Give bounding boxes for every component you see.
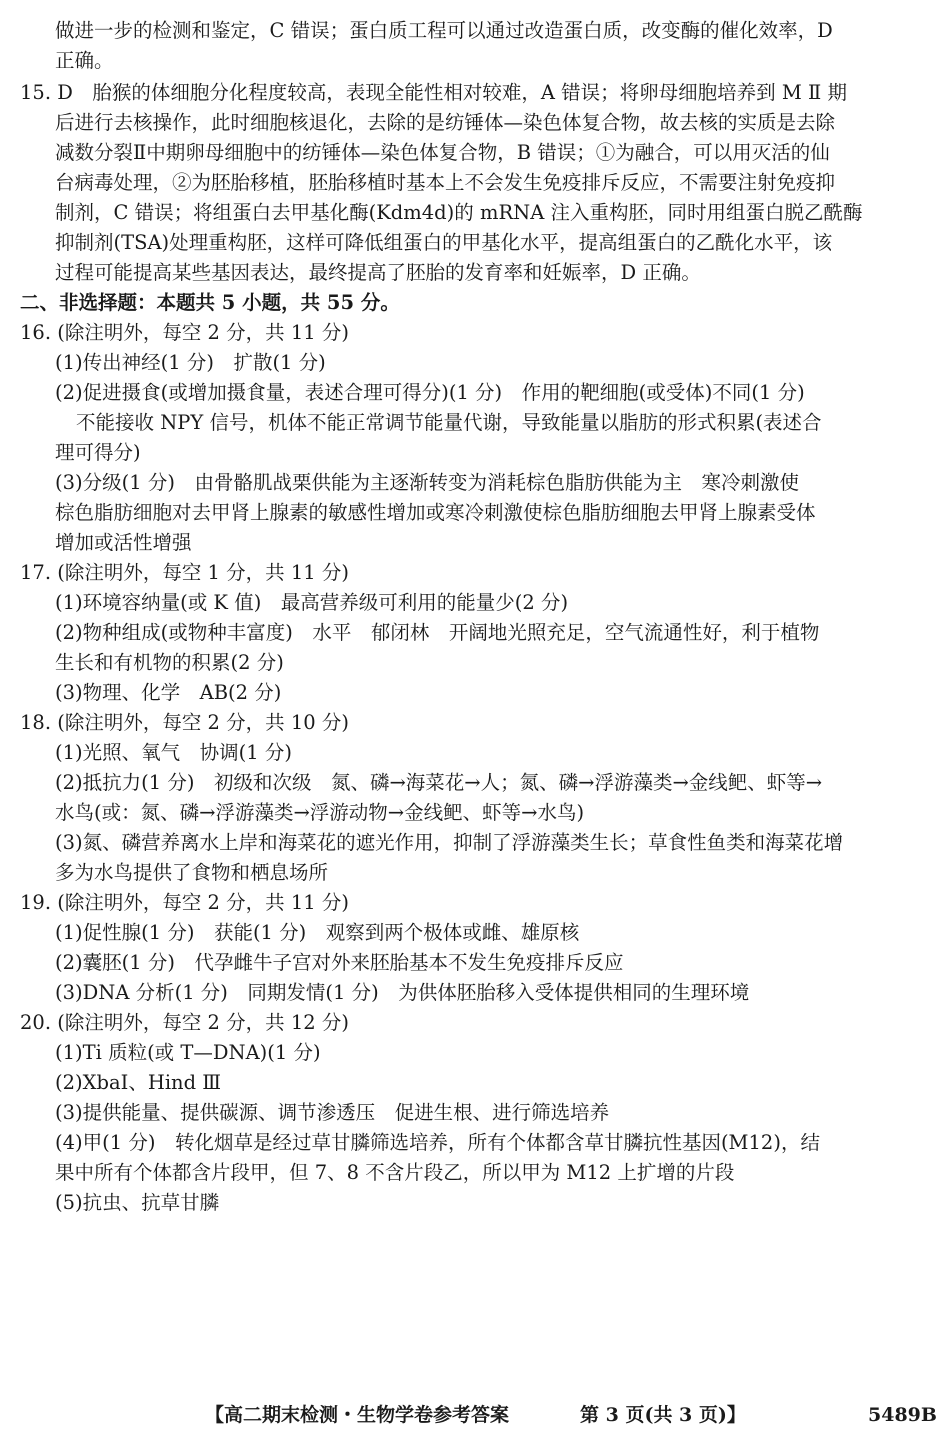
text-line: (3)DNA 分析(1 分) 同期发情(1 分) 为供体胚胎移入受体提供相同的生理环境 [55,981,750,1004]
footer-code: 5489B [868,1404,937,1426]
text-line: (3)提供能量、提供碳源、调节渗透压 促进生根、进行筛选培养 [55,1101,610,1124]
question-19-heading: 19. (除注明外，每空 2 分，共 11 分) [20,891,349,914]
question-15-heading: 15. D 胎猴的体细胞分化程度较高，表现全能性相对较难，A 错误；将卵母细胞培养到 M Ⅱ 期 [20,81,847,104]
text-line: (1)促性腺(1 分) 获能(1 分) 观察到两个极体或雌、雄原核 [55,921,580,944]
text-line: 台病毒处理，②为胚胎移植，胚胎移植时基本上不会发生免疫排斥反应，不需要注射免疫抑 [55,171,836,194]
text-line: 减数分裂Ⅱ中期卵母细胞中的纺锤体—染色体复合物，B 错误；①为融合，可以用灭活的仙 [55,141,830,164]
text-line: (1)传出神经(1 分) 扩散(1 分) [55,351,326,374]
text-line: 棕色脂肪细胞对去甲肾上腺素的敏感性增加或寒冷刺激使棕色脂肪细胞去甲肾上腺素受体 [55,501,816,524]
text-line: 多为水鸟提供了食物和栖息场所 [55,861,329,884]
text-line: 生长和有机物的积累(2 分) [55,651,284,674]
question-16-heading: 16. (除注明外，每空 2 分，共 11 分) [20,321,349,344]
text-line: (3)分级(1 分) 由骨骼肌战栗供能为主逐渐转变为消耗棕色脂肪供能为主 寒冷刺激使 [55,471,799,494]
text-line: (2)囊胚(1 分) 代孕雌牛子宫对外来胚胎基本不发生免疫排斥反应 [55,951,624,974]
text-line: (5)抗虫、抗草甘膦 [55,1191,220,1214]
text-line: (3)物理、化学 AB(2 分) [55,681,282,704]
text-line: (2)XbaⅠ、Hind Ⅲ [55,1071,222,1094]
text-line: 增加或活性增强 [55,531,192,554]
text-line: (2)抵抗力(1 分) 初级和次级 氮、磷→海菜花→人；氮、磷→浮游藻类→金线鲃、虾等→ [55,771,823,794]
text-line: 抑制剂(TSA)处理重构胚，这样可降低组蛋白的甲基化水平，提高组蛋白的乙酰化水平，该 [55,231,833,254]
text-line: 不能接收 NPY 信号，机体不能正常调节能量代谢，导致能量以脂肪的形式积累(表述合 [76,411,822,434]
question-18-heading: 18. (除注明外，每空 2 分，共 10 分) [20,711,349,734]
text-line: 理可得分) [55,441,141,464]
text-line: 过程可能提高某些基因表达，最终提高了胚胎的发育率和妊娠率，D 正确。 [55,261,701,284]
text-line: 果中所有个体都含片段甲，但 7、8 不含片段乙，所以甲为 M12 上扩增的片段 [55,1161,735,1184]
text-line: (3)氮、磷营养离水上岸和海菜花的遮光作用，抑制了浮游藻类生长；草食性鱼类和海菜花增 [55,831,844,854]
text-line: 正确。 [55,49,114,72]
section-heading: 二、非选择题：本题共 5 小题，共 55 分。 [20,291,400,314]
text-line: 制剂，C 错误；将组蛋白去甲基化酶(Kdm4d)的 mRNA 注入重构胚，同时用组蛋白脱乙酰酶 [55,201,863,224]
text-line: (1)环境容纳量(或 K 值) 最高营养级可利用的能量少(2 分) [55,591,569,614]
text-line: 做进一步的检测和鉴定，C 错误；蛋白质工程可以通过改造蛋白质，改变酶的催化效率，D [55,19,833,42]
text-line: (1)Ti 质粒(或 T—DNA)(1 分) [55,1041,321,1064]
text-line: (1)光照、氧气 协调(1 分) [55,741,292,764]
question-20-heading: 20. (除注明外，每空 2 分，共 12 分) [20,1011,349,1034]
text-line: (2)促进摄食(或增加摄食量，表述合理可得分)(1 分) 作用的靶细胞(或受体)不同(1 分) [55,381,805,404]
question-17-heading: 17. (除注明外，每空 1 分，共 11 分) [20,561,349,584]
text-line: (4)甲(1 分) 转化烟草是经过草甘膦筛选培养，所有个体都含草甘膦抗性基因(M12)，结 [55,1131,820,1154]
text-line: 后进行去核操作，此时细胞核退化，去除的是纺锤体—染色体复合物，故去核的实质是去除 [55,111,836,134]
footer-page-number: 第 3 页(共 3 页)】 [580,1404,746,1426]
text-line: (2)物种组成(或物种丰富度) 水平 郁闭林 开阔地光照充足，空气流通性好，利于植物 [55,621,820,644]
footer-title: 【高二期末检测・生物学卷参考答案 [205,1404,510,1426]
text-line: 水鸟(或：氮、磷→浮游藻类→浮游动物→金线鲃、虾等→水鸟) [55,801,585,824]
